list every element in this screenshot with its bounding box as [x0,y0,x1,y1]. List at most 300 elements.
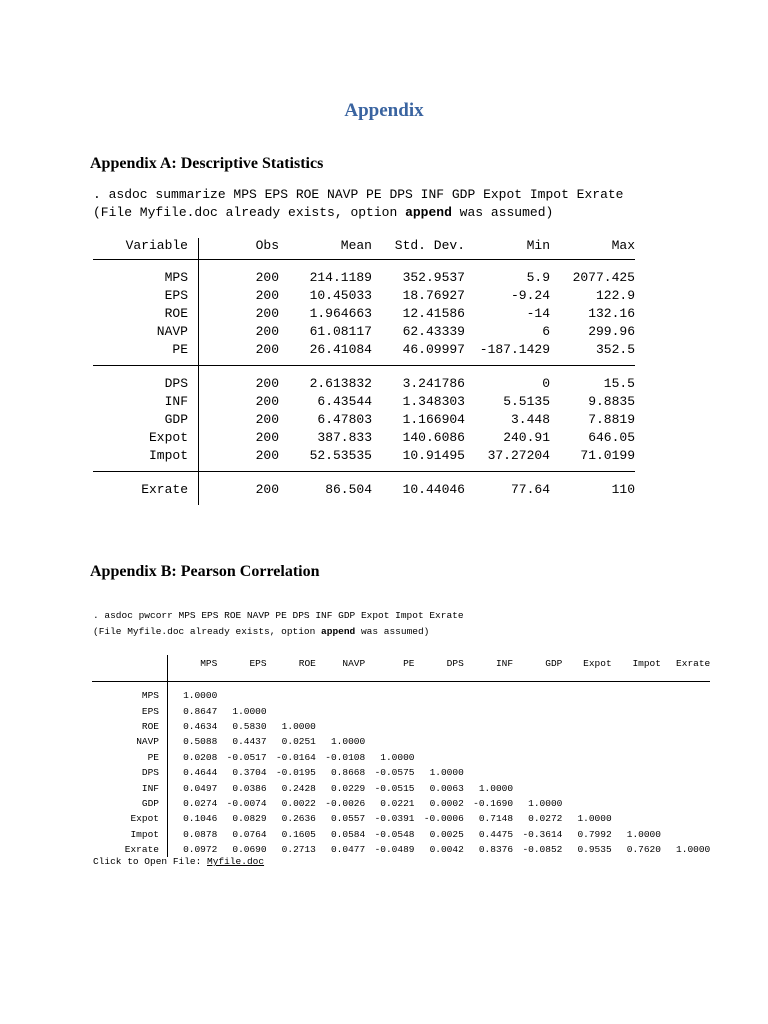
correlation-value: 1.0000 [528,797,563,809]
stat-value: -187.1429 [479,341,550,357]
column-header: Mean [340,238,372,253]
stat-value: 352.9537 [402,269,465,285]
stat-value: 387.833 [317,429,372,445]
table-row [93,268,635,286]
spacer-cell [372,464,465,472]
stat-value: 12.41586 [402,305,465,321]
correlation-value: -0.0515 [374,782,415,794]
correlation-value: -0.0074 [226,797,267,809]
separator-cell [199,472,280,481]
spacer-cell [279,498,372,505]
correlation-value [661,780,710,795]
correlation-value: 0.7992 [577,828,612,840]
stat-value: 10.45033 [309,287,372,303]
correlation-value: 0.2428 [281,782,316,794]
table-row [93,374,635,392]
spacer-cell [199,358,280,366]
row-label: ROE [92,719,168,734]
stat-value: 10.44046 [402,481,465,497]
corner-cell [92,655,168,682]
correlation-value: 0.0386 [232,782,267,794]
row-label: PE [92,750,168,765]
stat-value: 200 [255,429,279,445]
stat-value: 9.8835 [588,393,635,409]
correlation-value: 0.0022 [281,797,316,809]
table-row [92,734,710,749]
stat-value: 3.241786 [402,375,465,391]
column-header: PE [403,658,415,669]
separator-cell [93,366,199,375]
column-header: ROE [298,658,316,669]
correlation-value [414,719,463,734]
correlation-value [414,750,463,765]
correlation-value: 1.0000 [478,782,514,794]
stat-value: 0 [542,375,550,391]
group-separator [93,366,635,375]
column-header: MPS [200,658,218,669]
stat-value: 3.448 [510,411,550,427]
row-label: Exrate [92,842,168,857]
correlation-value: 1.0000 [183,690,218,702]
separator-cell [550,366,635,375]
correlation-value [661,796,710,811]
correlation-value: 0.0251 [281,736,316,748]
correlation-value [661,734,710,749]
correlation-value [661,811,710,826]
correlation-value: 1.0000 [330,736,366,748]
table-row [93,322,635,340]
correlation-value [612,734,661,749]
row-label: Impot [92,827,168,842]
spacer-cell [372,358,465,366]
variable-name: PE [93,340,199,358]
correlation-value [365,734,414,749]
correlation-value: 0.0221 [380,797,415,809]
spacer-cell [93,358,199,366]
header-row [93,238,635,260]
stat-value: 5.5135 [503,393,550,409]
variable-name: GDP [93,410,199,428]
spacer-cell [199,498,280,505]
stat-value: 200 [255,411,279,427]
command-note-post: was assumed) [451,205,554,220]
table-row [93,446,635,464]
stat-value: 200 [255,341,279,357]
correlation-value: -0.0195 [275,767,316,779]
correlation-value [562,688,611,703]
table-row [93,286,635,304]
correlation-value: 0.2636 [281,813,316,825]
row-label: NAVP [92,734,168,749]
row-label: Expot [92,811,168,826]
correlation-value [267,703,316,718]
correlation-value [562,750,611,765]
variable-name: Impot [93,446,199,464]
correlation-value: 0.0063 [429,782,464,794]
correlation-value [661,827,710,842]
command-line: . asdoc summarize MPS EPS ROE NAVP PE DPS INF GDP Expot Impot Exrate [93,187,624,202]
column-header: NAVP [342,658,366,669]
correlation-value: 0.8376 [478,844,514,856]
stat-value: 46.09997 [402,341,465,357]
stat-value: 646.05 [588,429,635,445]
table-row [92,719,710,734]
stat-value: 200 [255,269,279,285]
correlation-value: 1.0000 [577,813,612,825]
correlation-value [414,688,463,703]
column-header: Min [526,238,550,253]
column-header: Variable [93,238,199,260]
correlation-value: -0.0852 [522,844,563,856]
separator-cell [279,260,372,269]
correlation-value [464,765,513,780]
spacer-cell [93,498,199,505]
correlation-value: -0.3614 [522,828,563,840]
stat-value: 352.5 [595,341,635,357]
correlation-value [562,780,611,795]
correlation-value [562,765,611,780]
correlation-value [562,719,611,734]
stat-value: 110 [611,481,635,497]
spacer-cell [372,498,465,505]
open-file-link[interactable]: Myfile.doc [207,856,265,867]
correlation-value: 1.0000 [676,844,711,856]
variable-name: ROE [93,304,199,322]
correlation-value [464,734,513,749]
stat-value: 122.9 [595,287,635,303]
correlation-value: -0.0006 [423,813,464,825]
correlation-value [414,703,463,718]
command-line: . asdoc pwcorr MPS EPS ROE NAVP PE DPS INF GDP Expot Impot Exrate [93,610,464,621]
spacer-cell [550,498,635,505]
spacer-cell [465,498,550,505]
correlation-value [217,688,266,703]
stat-value: 61.08117 [309,323,372,339]
stat-value: 10.91495 [402,447,465,463]
correlation-value: 1.0000 [232,705,267,717]
stat-value: 2077.425 [572,269,635,285]
stat-value: 214.1189 [309,269,372,285]
correlation-value: 0.7148 [478,813,514,825]
separator-cell [372,366,465,375]
correlation-value: 0.0025 [429,828,464,840]
command-note-post: was assumed) [355,625,430,637]
stat-value: -9.24 [510,287,550,303]
correlation-value: 0.0208 [183,751,218,763]
table-row [93,340,635,358]
variable-name: Exrate [93,480,199,498]
correlation-value: 0.1046 [183,813,218,825]
correlation-value: 0.0497 [183,782,218,794]
correlation-value [612,765,661,780]
correlation-value: 0.1605 [281,828,316,840]
variable-name: INF [93,392,199,410]
correlation-value [612,719,661,734]
column-header: EPS [249,658,267,669]
table-row [93,392,635,410]
stat-value: 200 [255,305,279,321]
separator-cell [279,366,372,375]
stat-value: 15.5 [603,375,635,391]
correlation-value: 0.4634 [183,720,218,732]
separator-cell [93,472,199,481]
row-label: INF [92,780,168,795]
table-row [92,842,710,857]
correlation-value [316,719,365,734]
correlation-value: 0.0972 [183,844,218,856]
section-b-command [93,608,464,639]
page-title: Appendix [344,100,424,121]
correlation-value: 0.8668 [330,767,366,779]
group-spacer [93,464,635,472]
correlation-value [513,750,562,765]
correlation-table [92,655,710,857]
correlation-value [513,703,562,718]
separator-cell [465,366,550,375]
command-note-bold: append [321,625,356,637]
correlation-value: 0.0042 [429,844,464,856]
stat-value: 37.27204 [487,447,550,463]
correlation-value: 0.8647 [183,705,218,717]
stat-value: 2.613832 [309,375,372,391]
correlation-value [464,750,513,765]
correlation-value [661,750,710,765]
correlation-value [661,703,710,718]
row-label: GDP [92,796,168,811]
correlation-value [562,734,611,749]
separator-cell [465,472,550,481]
correlation-value: -0.0164 [275,751,316,763]
correlation-value [316,688,365,703]
correlation-value: 0.0272 [528,813,563,825]
correlation-value [464,703,513,718]
variable-name: NAVP [93,322,199,340]
correlation-value: 1.0000 [281,720,316,732]
column-header: Obs [255,238,279,253]
correlation-value: 1.0000 [380,751,415,763]
table-row [92,765,710,780]
stat-value: 299.96 [588,323,635,339]
group-separator [93,260,635,269]
spacer-cell [465,464,550,472]
stat-value: 77.64 [510,481,550,497]
correlation-value: 0.7620 [626,844,661,856]
stat-value: 240.91 [503,429,550,445]
correlation-value [267,688,316,703]
correlation-value [365,719,414,734]
correlation-value: 1.0000 [429,767,464,779]
correlation-value [365,703,414,718]
group-separator [93,472,635,481]
group-spacer [93,358,635,366]
correlation-value: 0.5088 [183,736,218,748]
correlation-value [661,765,710,780]
table-row [92,703,710,718]
stat-value: 6.43544 [317,393,372,409]
stat-value: -14 [526,305,550,321]
stat-value: 200 [255,447,279,463]
table-row [93,428,635,446]
correlation-value: -0.0108 [325,751,366,763]
correlation-value: 0.5830 [232,720,267,732]
stat-value: 200 [255,481,279,497]
column-header: Exrate [676,658,711,669]
correlation-value: -0.0575 [374,767,415,779]
correlation-value [464,719,513,734]
correlation-value: -0.0489 [374,844,415,856]
table-row [92,811,710,826]
correlation-value [612,688,661,703]
variable-name: DPS [93,374,199,392]
separator-cell [199,366,280,375]
correlation-value: 0.0002 [429,797,464,809]
correlation-value [365,688,414,703]
spacer-cell [465,358,550,366]
separator-cell [550,472,635,481]
correlation-value: 0.0557 [330,813,366,825]
correlation-value: 0.2713 [281,844,316,856]
row-label: EPS [92,703,168,718]
column-header: Impot [632,658,661,669]
correlation-value [513,734,562,749]
correlation-value: 0.0829 [232,813,267,825]
stat-value: 62.43339 [402,323,465,339]
stat-value: 140.6086 [402,429,465,445]
table-row [93,480,635,498]
correlation-value: 0.0878 [183,828,218,840]
correlation-value: -0.0517 [226,751,267,763]
stat-value: 7.8819 [588,411,635,427]
correlation-value [513,719,562,734]
stat-value: 1.348303 [402,393,465,409]
section-a-command [93,186,624,222]
column-header: INF [495,658,514,669]
correlation-value [513,765,562,780]
table-row [93,304,635,322]
stat-value: 1.166904 [402,411,465,427]
variable-name: MPS [93,268,199,286]
command-note-bold: append [405,205,452,220]
correlation-value [661,688,710,703]
correlation-value: 0.4437 [232,736,267,748]
correlation-value [612,780,661,795]
table-row [92,750,710,765]
table-row [92,780,710,795]
footer-label: Click to Open File: [93,856,208,867]
header-row [92,655,710,682]
stat-value: 71.0199 [580,447,635,463]
stat-value: 200 [255,287,279,303]
correlation-value: -0.1690 [473,797,514,809]
section-b-heading: Appendix B: Pearson Correlation [90,563,320,580]
stat-value: 86.504 [325,481,372,497]
correlation-value [513,780,562,795]
stat-value: 52.53535 [309,447,372,463]
correlation-value: 0.0229 [330,782,366,794]
correlation-value [562,796,611,811]
correlation-value: 0.3704 [232,767,267,779]
stat-value: 6 [542,323,550,339]
column-header: Expot [583,658,612,669]
correlation-value: 0.0477 [330,844,366,856]
spacer-cell [550,358,635,366]
command-note-pre: (File Myfile.doc already exists, option [93,205,406,220]
separator-cell [93,260,199,269]
spacer-cell [199,464,280,472]
correlation-value: 0.9535 [577,844,612,856]
correlation-value: 0.0274 [183,797,218,809]
correlation-value: 0.4644 [183,767,218,779]
table-row [92,796,710,811]
correlation-value: 0.0584 [330,828,366,840]
correlation-value: -0.0026 [325,797,366,809]
spacer-cell [550,464,635,472]
column-header: Std. Dev. [394,238,465,253]
correlation-value [316,703,365,718]
stat-value: 1.964663 [309,305,372,321]
column-header: DPS [446,658,464,669]
variable-name: Expot [93,428,199,446]
column-header: GDP [545,658,563,669]
correlation-value [464,688,513,703]
correlation-value [414,734,463,749]
row-label: DPS [92,765,168,780]
correlation-value: -0.0548 [374,828,415,840]
separator-cell [199,260,280,269]
separator-cell [372,472,465,481]
separator-cell [372,260,465,269]
correlation-value: 0.4475 [478,828,514,840]
stat-value: 5.9 [526,269,550,285]
separator-cell [465,260,550,269]
open-file-footer [93,856,264,867]
stat-value: 200 [255,393,279,409]
stat-value: 200 [255,375,279,391]
variable-name: EPS [93,286,199,304]
row-label: MPS [92,688,168,703]
spacer-cell [279,358,372,366]
correlation-value [661,719,710,734]
correlation-value [513,688,562,703]
descriptive-stats-table [93,238,635,505]
spacer-cell [93,464,199,472]
stat-value: 200 [255,323,279,339]
stat-value: 26.41084 [309,341,372,357]
stat-value: 132.16 [588,305,635,321]
spacer-cell [279,464,372,472]
table-row [93,410,635,428]
group-spacer [93,498,635,505]
correlation-value: 1.0000 [626,828,661,840]
correlation-value [612,811,661,826]
table-row [92,688,710,703]
correlation-value [612,796,661,811]
table-row [92,827,710,842]
correlation-value: 0.0690 [232,844,267,856]
correlation-value: 0.0764 [232,828,267,840]
separator-cell [550,260,635,269]
correlation-value [612,703,661,718]
stat-value: 18.76927 [402,287,465,303]
section-a-heading: Appendix A: Descriptive Statistics [90,155,324,172]
stat-value: 6.47803 [317,411,372,427]
column-header: Max [611,238,635,253]
correlation-value [562,703,611,718]
command-note-pre: (File Myfile.doc already exists, option [93,625,322,637]
correlation-value: -0.0391 [374,813,415,825]
separator-cell [279,472,372,481]
correlation-value [612,750,661,765]
